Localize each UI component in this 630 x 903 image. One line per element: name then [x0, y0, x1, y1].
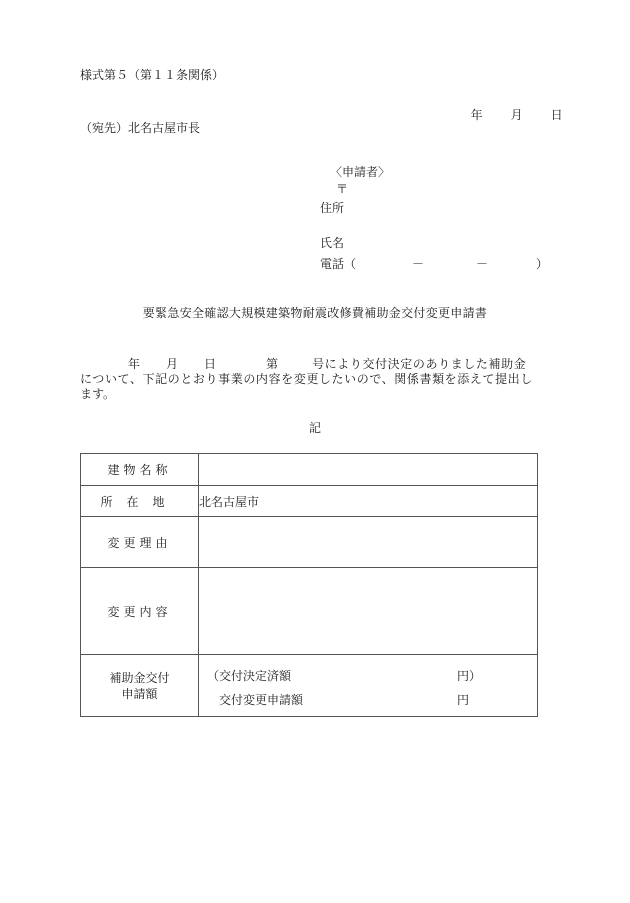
body-line-3: ます。 — [80, 387, 116, 401]
table-row — [81, 568, 538, 655]
address-label: 住所 — [320, 201, 345, 215]
body-year: 年 — [128, 357, 141, 371]
body-day: 日 — [204, 357, 217, 371]
row-label-subsidy-amount — [81, 655, 199, 717]
name-label: 氏名 — [320, 236, 345, 250]
phone-separator-1: － — [412, 257, 425, 271]
subsidy-label-line-2: 申請額 — [121, 686, 158, 701]
decided-amount-row[interactable] — [199, 662, 537, 686]
row-label-location: 所在地 — [81, 486, 199, 517]
building-name-field[interactable] — [199, 454, 538, 486]
change-amount-unit: 円 — [457, 692, 470, 707]
table-row — [81, 486, 538, 517]
date-year: 年 — [470, 108, 483, 122]
decided-amount-unit: 円） — [457, 668, 482, 683]
body-line-2: について、下記のとおり事業の内容を変更したいので、関係書類を添えて提出し — [80, 372, 533, 386]
postal-mark: 〒 — [336, 182, 349, 196]
phone-separator-2: － — [476, 257, 489, 271]
date-month: 月 — [510, 108, 523, 122]
applicant-block — [320, 165, 549, 291]
date-line — [463, 94, 563, 122]
applicant-heading: 〈申請者〉 — [330, 165, 391, 179]
change-content-field[interactable] — [199, 568, 538, 655]
phone-close: ） — [536, 257, 549, 271]
decided-amount-label: （交付決定済額 — [207, 668, 292, 683]
row-label-building-name: 建物名称 — [81, 454, 199, 486]
table-row — [81, 517, 538, 568]
body-line-1 — [80, 357, 540, 372]
change-reason-field[interactable] — [199, 517, 538, 568]
row-label-change-reason: 変更理由 — [81, 517, 199, 568]
subsidy-label-line-1: 補助金交付 — [109, 670, 170, 685]
phone-label: 電話（ — [320, 257, 357, 271]
subsidy-amount-cell — [199, 655, 538, 717]
table-row — [81, 655, 538, 717]
body-month: 月 — [166, 357, 179, 371]
body-line-1-rest: 号により交付決定のありました補助金 — [312, 357, 527, 371]
date-day: 日 — [550, 108, 563, 122]
change-amount-row[interactable] — [199, 686, 537, 710]
change-amount-label: 交付変更申請額 — [219, 692, 304, 707]
row-label-change-content: 変更内容 — [81, 568, 199, 655]
form-number: 様式第５（第１１条関係） — [80, 68, 225, 82]
location-field[interactable]: 北名古屋市 — [199, 486, 538, 517]
details-table — [80, 453, 538, 717]
addressee: （宛先）北名古屋市長 — [80, 121, 201, 135]
document-title: 要緊急安全確認大規模建築物耐震改修費補助金交付変更申請書 — [142, 306, 488, 320]
body-dai: 第 — [266, 357, 279, 371]
body-paragraph — [80, 357, 540, 402]
ki-heading: 記 — [308, 421, 321, 435]
table-row — [81, 454, 538, 486]
